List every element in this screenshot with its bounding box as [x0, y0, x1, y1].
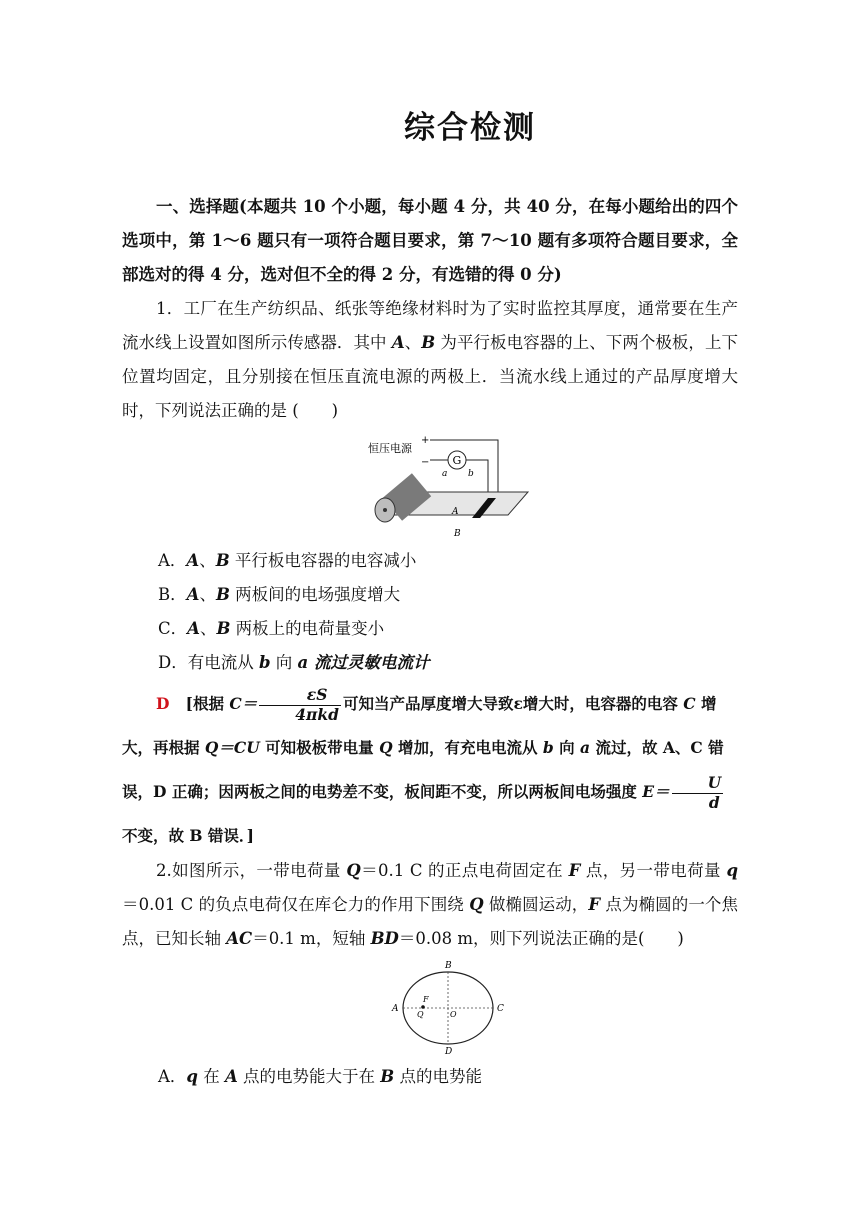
page-title: 综合检测 [404, 110, 536, 146]
section-heading: 一、选择题 [156, 197, 240, 216]
q1-option-a: A．A、B 平行板电容器的电容减小 [158, 551, 417, 570]
svg-text:O: O [450, 1010, 457, 1019]
svg-text:Q: Q [417, 1010, 424, 1019]
question-1-stem: 1．工厂在生产纺织品、纸张等绝缘材料时为了实时监控其厚度，通常要在生产流水线上设置如图所示传感器．其中 A、B 为平行板电容器的上、下两个极板，上下位置均固定，且分别接在恒压直流电源的两极上．当流水线上通过的产品厚度增大时，下列说法正确的是 ( ) [122, 299, 739, 420]
svg-text:a: a [442, 469, 448, 479]
section-note: (本题共 10 个小题，每小题 4 分，共 40 分，在每小题给出的四个选项中，第 1～6 题只有一项符合题目要求，第 7～10 题有多项符合题目要求，全部选对的得 4 分，选对但不全的得 2 分，有选错的得 0 分) [122, 197, 738, 284]
svg-text:B: B [445, 961, 452, 971]
capacitor-sensor-figure [368, 430, 530, 542]
power-source-label: 恒压电源 [368, 442, 412, 455]
q1-option-c: C．A、B 两板上的电荷量变小 [158, 619, 385, 638]
svg-text:A: A [392, 1004, 399, 1014]
focus-point [421, 1005, 425, 1009]
svg-text:D: D [445, 1047, 453, 1057]
section-instructions [122, 190, 738, 292]
minus-terminal: − [421, 457, 430, 468]
capacitance-formula: $\frac{\varepsilon S}{\text{4πkd}}$ [259, 686, 341, 724]
svg-text:F: F [423, 995, 429, 1004]
q1-option-b: B．A、B 两板间的电场强度增大 [158, 585, 401, 604]
q2-option-a: A．q 在 A 点的电势能大于在 B 点的电势能 [158, 1067, 482, 1086]
svg-text:b: b [468, 469, 474, 479]
plate-a-label: A [452, 507, 459, 517]
answer-letter: D [156, 694, 170, 713]
q1-answer-explanation: D [根据 C＝ $\frac{\varepsilon S}{\text{4πkd}}$ 可知当产品厚度增大导致ε增大时，电容器的电容 C 增大，再根据 Q＝CU 可知极板带电量 Q 增加，有充电电流从 b 向 a 流过，故 A、C 错误，D 正确；因两板之间的电势差不变，板间距不变，所以两板间电场强度 E＝ $\frac{U}{d}$ 不变，故 B 错误．] [122, 684, 724, 845]
svg-text:C: C [497, 1004, 504, 1014]
question-2-stem: 2.如图所示，一带电荷量 Q＝0.1 C 的正点电荷固定在 F 点，另一带电荷量 q＝0.01 C 的负点电荷仅在库仑力的作用下围绕 Q 做椭圆运动，F 点为椭圆的一个焦点，已知长轴 AC＝0.1 m，短轴 BD＝0.08 m，则下列说法正确的是( ) [122, 861, 738, 948]
plate-b-label: B [454, 529, 461, 539]
field-formula: $\frac{U}{d}$ [672, 774, 724, 812]
q1-option-d: D．有电流从 b 向 a 流过灵敏电流计 [158, 653, 430, 672]
ellipse-orbit-figure [390, 958, 510, 1058]
plus-terminal: + [421, 435, 430, 446]
svg-text:G: G [452, 454, 462, 467]
